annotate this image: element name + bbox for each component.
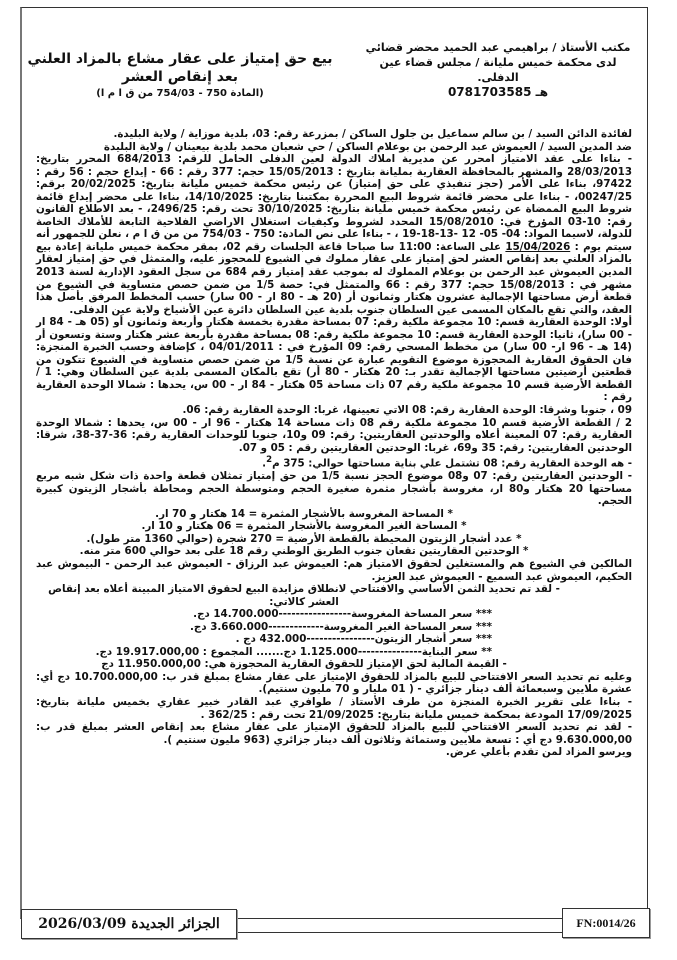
reduced-price-paragraph: - لقد تم تحديد السعر الافتتاحي للبيع بالمزاد للحقوق الإمتياز على عقار مشاع بعد إنقاص العشر بمبلغ قدر ب: 9.630.000,00 دج أي : تسعة ملايين وستمائة وثلاثون ألف دينار جزائري (963 مليون سنتيم ). xyxy=(36,721,632,746)
unplanted-area: * المساحة الغير المغروسة بالأشجار المثمرة = 06 هكتار و 10 ار. xyxy=(141,520,467,533)
price-building-total: ** سعر البناية---------------1.125.000 دج....... المجموع : 19.917.000,00 دج. xyxy=(95,645,492,658)
building-line-end: . xyxy=(262,457,267,470)
concession-value: - القيمة المالية لحق الإمتياز للحقوق العقارية المحجوزة هي: 11.950.000,00 دج xyxy=(101,658,507,671)
notice-subtitle: بعد إنقاص العشر xyxy=(121,69,239,85)
office-line-1: مكتب الأستاذ / براهيمي عبد الحميد محضر قضائي xyxy=(365,41,631,54)
location-note: * الوحدتين العقاريتين تقعان جنوب الطريق الوطني رقم 18 على بعد حوالي 600 متر منه. xyxy=(79,545,529,558)
legal-basis-paragraph xyxy=(36,153,632,316)
auction-date: 15/04/2026 xyxy=(505,240,571,253)
office-line-3: الدفلى. xyxy=(477,71,519,84)
building-line xyxy=(36,454,632,470)
auction-details-text: على الساعة: 11:00 سا صباحا قاعة الجلسات رقم 02، بمقر محكمة خميس مليانة إعادة بيع بالمزاد العلني بعد إنقاص العشر لحق إمتياز على عقار مملوك في الشيوع للمحجوز عليه، والمتمثل في حق إمتياز لعقار المدين العيموش عبد الرحمن بن بوعلام المملوك له بموجب عقد إمتياز رقم 684 من سجل العقود الإدارية لسنة 2013 مشهر في : 15/08/2013 حجم: 377 رقم : 66 والمتمثل في: حصة 1/5 من ضمن حصص متساوية في الشيوع من قطعة أرض مساحتها الإجمالية عشرون هكتار وثمانون أر (20 هـ - 80 ار - 00 سار) حسب المخطط المرفق بأصل هذا العقد، والتي تقع بالمكان المسمى عين السلطان جنوب بلدية عين السلطان دائرة عين الأشياخ ولاية عين الدفلى. xyxy=(36,240,632,316)
notice-title-block xyxy=(20,30,340,102)
planted-area: * المساحة المغروسة بالأشجار المثمرة = 14 هكتار و 70 ار. xyxy=(155,507,453,520)
price-planted-area: *** سعر المساحة المغروسة-----------------14.700.000 دج. xyxy=(193,608,492,621)
opening-price-paragraph: وعليه تم تحديد السعر الافتتاحي للبيع بالمزاد للحقوق الإمتياز على عقار مشاع بمبلغ قدر ب: 10.700.000,00 دج أي: عشرة ملايين وسبعمائة ألف دينار جزائري - ( 01 مليار و 70 مليون سنتيم). xyxy=(36,670,632,696)
plot-description: - الوحدتين العقاريتين رقم: 07 و08 موضوع الحجز نسبة 1/5 من حق إمتياز تمثلان قطعة واحدة ذات شكل شبه مربع مساحتها 20 هكتار و80 ار، مغروسة بأشجار مثمرة صغيرة الحجم ومتوسطة الحجم ومحاطة بأشجار الزيتون كبيرة الحجم. xyxy=(36,470,633,508)
legal-article-reference: (المادة 750 - 754/03 من ق ا م ا) xyxy=(96,88,264,99)
office-line-2: لدى محكمة خميس مليانة / مجلس قضاء عين xyxy=(379,56,617,69)
price-unplanted-area: *** سعر المساحة الغير المغروسة-------------3.660.000 دج. xyxy=(190,620,492,633)
co-owners-line: المالكين في الشيوع هم والمستغلين لحقوق الامتياز هم: العيموش عبد الرزاق - العيموش عبد الرحمن - البيموش عبد الحكيم، العيموش عبد السميع - العيموش عبد العزيز. xyxy=(36,558,632,583)
footer-divider xyxy=(235,932,562,933)
unit-2-description: 2 / القطعة الأرضية قسم 10 مجموعة ملكية رقم 08 ذات مساحة 14 هكتار - 96 ار - 00 س، يحدها : شمالا الوحدة العقارية رقم: 07 المعينة أعلاه والوحدتين العقاريتين: رقم: 09 و10، جنوبا للوحدات العقارية رقم: 36-37-38، شرقا: الوحدتين العقاريتين: رقم: 35 و69، غربا: الوحدتين العقاريتين رقم : 05 و 07. xyxy=(36,416,632,454)
phone-prefix: هـ xyxy=(535,85,549,99)
bailiff-office-block xyxy=(348,30,648,100)
notice-body xyxy=(36,128,632,759)
file-number-box: FN:0014/26 xyxy=(562,908,650,938)
debtor-line: ضد المدين السيد / العيموش عبد الرحمن بن بوعلام الساكن / حي شعبان محمد بلدية بيعينان / ولاية البليدة xyxy=(103,140,632,153)
phone-number: 0781703585 xyxy=(447,85,532,99)
area-unit-superscript: 2 xyxy=(266,455,273,466)
olive-trees-count: * عدد أشجار الزيتون المحيطة بالقطعة الأرضية = 270 شجرة (حوالي 1360 متر طول). xyxy=(86,532,522,545)
expert-report-paragraph: - بناءا على تقرير الخبرة المنجزة من طرف الأستاذ / طوافري عبد القادر خبير عقاري بخميس مليانة بتاريخ: 17/09/2025 المودعة بمحكمة خميس مليانة بتاريخ: 21/09/2025 تحت رقم : 362/25 . xyxy=(36,696,632,721)
notice-title: بيع حق إمتياز على عقار مشاع بالمزاد العلني xyxy=(27,51,333,67)
legal-basis-text: - بناءا على عقد الامتياز امحرر عن مديرية املاك الدولة لعين الدفلى الحامل للرقم: 684/2013 المحرر بتاريخ: 28/03/2013 والمشهر بالمحافظة العقارية بمليانة بتاريخ : 15/05/2013 حجم: 377 رقم : 66 - إيداع حجم : 56 رقم : 97422، بناءا على الأمر (حجز تنفيذي على حق إمتياز) عن رئيس محكمة خميس مليانة بتاريخ: 20/02/2025 برقم: 00247/25، - بناءا على محضر قائمة شروط البيع المحررة بمكتبنا بتاريخ: 14/10/2025، بناءا على محضر إيداع قائمة شروط البيع الممضاة عن رئيس محكمة خميس مليانة بتاريخ: 30/10/2025 تحت رقم: 2496/25، - بعد الاطلاع القانون رقم: 10-03 المؤرخ في: 15/08/2010 المحدد لشروط وكيفيات استغلال الاراضي الفلاحية التابعة للأملاك الخاصة للدولة، لاسيما المواد: 04- 05- 12 -13-18-19 ، - بناءا على نص المادة: 750 - 754/03 من من ق ا م ، نعلن للجمهور أنه سيتم يوم : xyxy=(36,153,632,253)
price-intro: - لقد تم تحديد الثمن الأساسي والافتتاحي لانطلاق مزايدة البيع لحقوق الامتياز المبينة أعلاه بعد إنقاص العشر كالاتي: xyxy=(48,583,560,608)
property-units-paragraph: أولا: الوحدة العقارية قسم: 10 مجموعة ملكية رقم: 07 بمساحة مقدرة بخمسة هكتار وأربعة وثمانون أو (05 هـ - 84 ار - 00 سار)، ثانيا: الوحدة العقارية قسم: 10 مجموعة ملكية رقم: 08 بمساحة مقدرة بأربعة عشر هكتار وستة وتسعون أر (14 هـ - 96 ار- 00 سار) من مخطط المسحي رقم: 09 المؤرخ في : 04/01/2011 ، كإضافة وحسب الخبرة المنجزة: فان الحقوق العقارية المحجوزة موضوع التقويم عبارة عن نسبة 1/5 من ضمن حصص متساوية في الشيوع تتكون من قطعتين أرضيتين مساحتها الإجمالية تقدر بـ: 20 هكتار - 80 أر) تقع بالمكان المسمى بلدية عين السلطان وهي: 1 / القطعة الأرضية قسم 10 مجموعة ملكية رقم 07 ذات مساحة 05 هكتار - 84 ار - 00 س، يحدها : شمالا الوحدة العقارية رقم : xyxy=(36,316,633,404)
price-olive-trees: *** سعر أشجار الزيتون----------------432.000 دج . xyxy=(235,633,492,646)
header xyxy=(20,30,648,120)
building-line-text: - هه الوحدة العقارية رقم: 08 تشتمل علي بناية مساحتها حوالي: 375 م xyxy=(272,457,632,470)
closing-line: ويرسو المزاد لمن تقدم بأعلي عرض. xyxy=(445,746,632,759)
publication-box: الجزائر الجديدة 2026/03/09 xyxy=(21,909,237,939)
phone-line xyxy=(348,85,648,100)
unit-1-boundaries: 09 ، جنوبا وشرقا: الوحدة العقارية رقم: 08 الاتي تعيينها، غربا: الوحدة العقارية رقم: 06. xyxy=(182,404,632,417)
creditor-line: لفائدة الدائن السيد / بن سالم سماعيل بن جلول الساكن / بمزرعة رقم: 03، بلدية موزاية / ولاية البليدة. xyxy=(113,128,632,140)
